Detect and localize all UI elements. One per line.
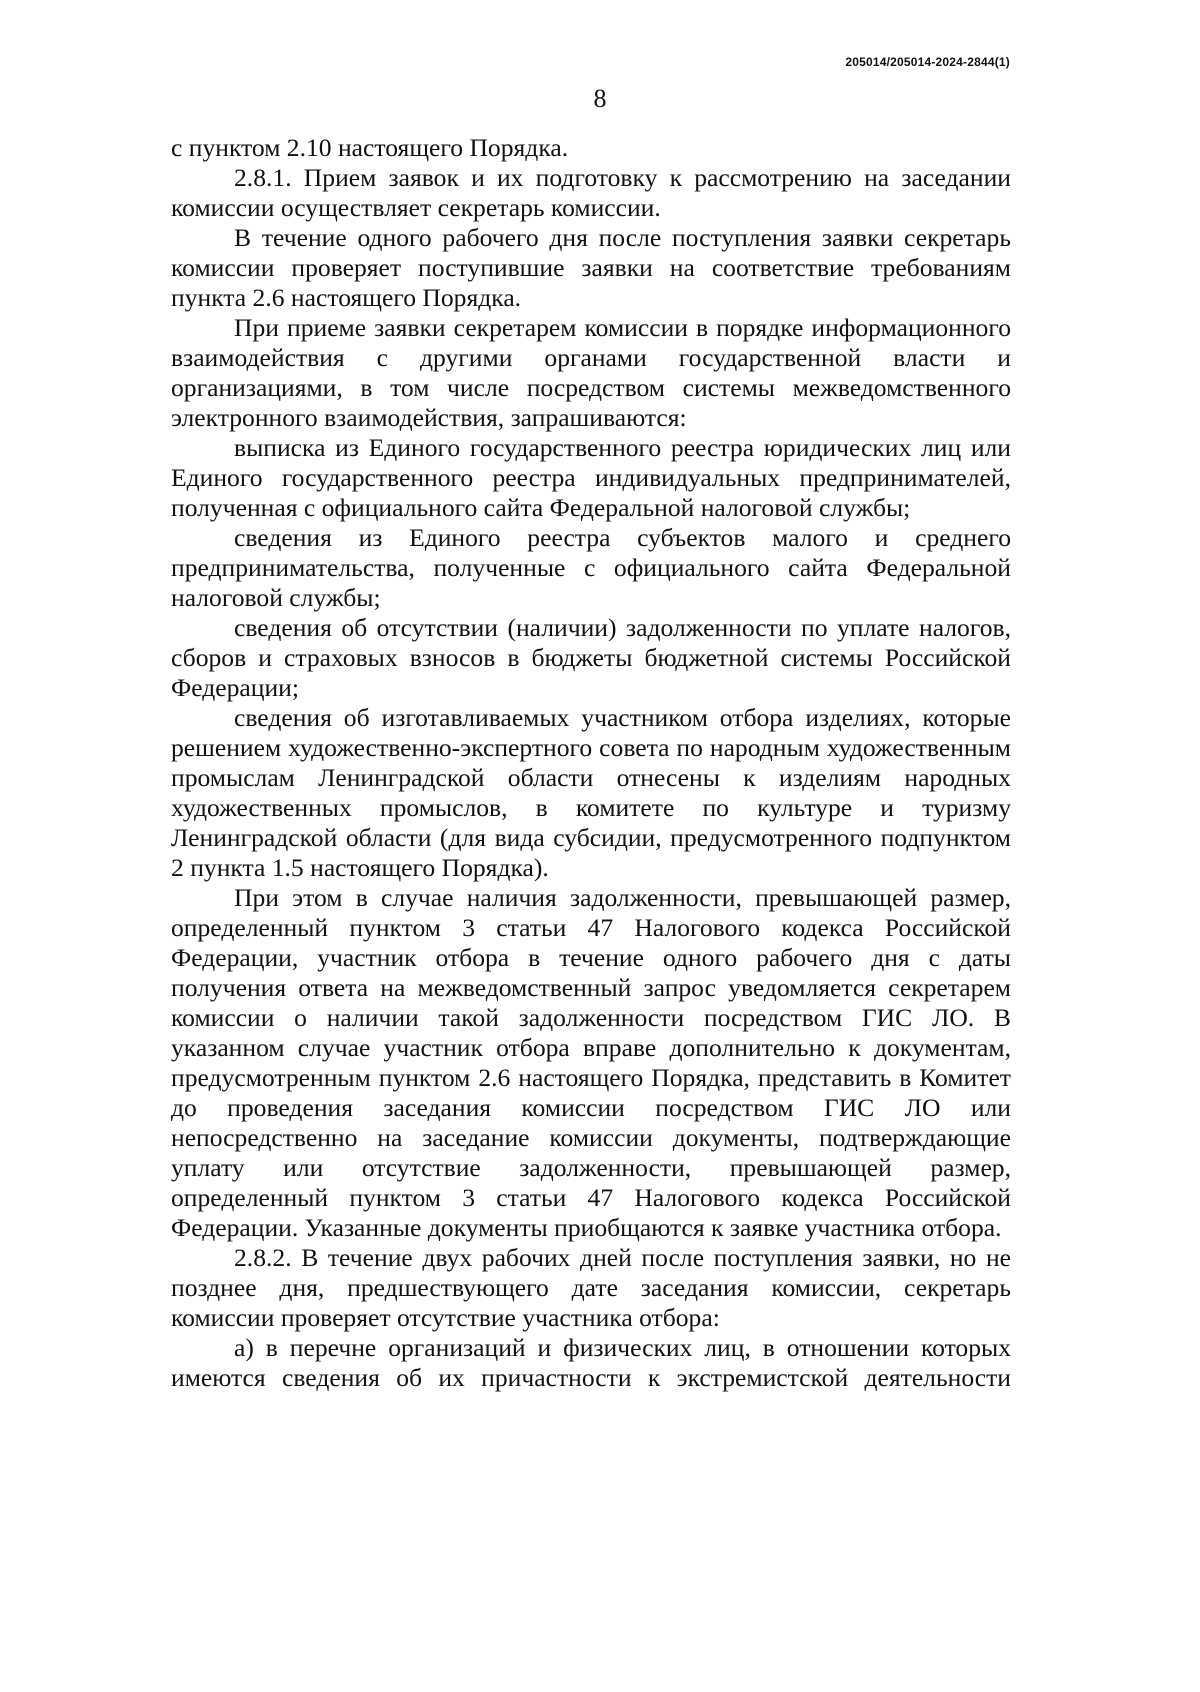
paragraph-item-a: а) в перечне организаций и физических лиц, в отношении которых имеются сведения об их причастности к экстремистской деятельности	[171, 1333, 1011, 1392]
paragraph-2-8-2: 2.8.2. В течение двух рабочих дней после поступления заявки, но не позднее дня, предшествующего дате заседания комиссии, секретарь комиссии проверяет отсутствие участника отбора:	[171, 1243, 1011, 1332]
paragraph-interagency-request: При приеме заявки секретарем комиссии в порядке информационного взаимодействия с другими органами государственной власти и организациями, в том числе посредством системы межведомственного электронного взаимодействия, запрашиваются:	[171, 313, 1011, 432]
document-body	[171, 133, 1011, 1393]
paragraph-folk-crafts: сведения об изготавливаемых участником отбора изделиях, которые решением художественно-экспертного совета по народным художественным промыслам Ленинградской области отнесены к изделиям народных художественных промыслов, в комитете по культуре и туризму Ленинградской области (для вида субсидии, предусмотренного подпунктом 2 пункта 1.5 настоящего Порядка).	[171, 703, 1011, 882]
paragraph-verification: В течение одного рабочего дня после поступления заявки секретарь комиссии проверяет поступившие заявки на соответствие требованиям пункта 2.6 настоящего Порядка.	[171, 223, 1011, 312]
paragraph-tax-debt: сведения об отсутствии (наличии) задолженности по уплате налогов, сборов и страховых взносов в бюджеты бюджетной системы Российской Федерации;	[171, 613, 1011, 702]
paragraph-egrul-extract: выписка из Единого государственного реестра юридических лиц или Единого государственного реестра индивидуальных предпринимателей, полученная с официального сайта Федеральной налоговой службы;	[171, 433, 1011, 522]
paragraph-2-8-1: 2.8.1. Прием заявок и их подготовку к рассмотрению на заседании комиссии осуществляет секретарь комиссии.	[171, 163, 1011, 222]
document-id: 205014/205014-2024-2844(1)	[845, 55, 1010, 69]
paragraph-continuation: с пунктом 2.10 настоящего Порядка.	[171, 133, 569, 162]
paragraph-sme-registry: сведения из Единого реестра субъектов малого и среднего предпринимательства, полученные с официального сайта Федеральной налоговой службы;	[171, 523, 1011, 612]
paragraph-debt-notice: При этом в случае наличия задолженности, превышающей размер, определенный пунктом 3 статьи 47 Налогового кодекса Российской Федерации, участник отбора в течение одного рабочего дня с даты получения ответа на межведомственный запрос уведомляется секретарем комиссии о наличии такой задолженности посредством ГИС ЛО. В указанном случае участник отбора вправе дополнительно к документам, предусмотренным пунктом 2.6 настоящего Порядка, представить в Комитет до проведения заседания комиссии посредством ГИС ЛО или непосредственно на заседание комиссии документы, подтверждающие уплату или отсутствие задолженности, превышающей размер, определенный пунктом 3 статьи 47 Налогового кодекса Российской Федерации. Указанные документы приобщаются к заявке участника отбора.	[171, 883, 1011, 1242]
page-number: 8	[593, 84, 607, 113]
